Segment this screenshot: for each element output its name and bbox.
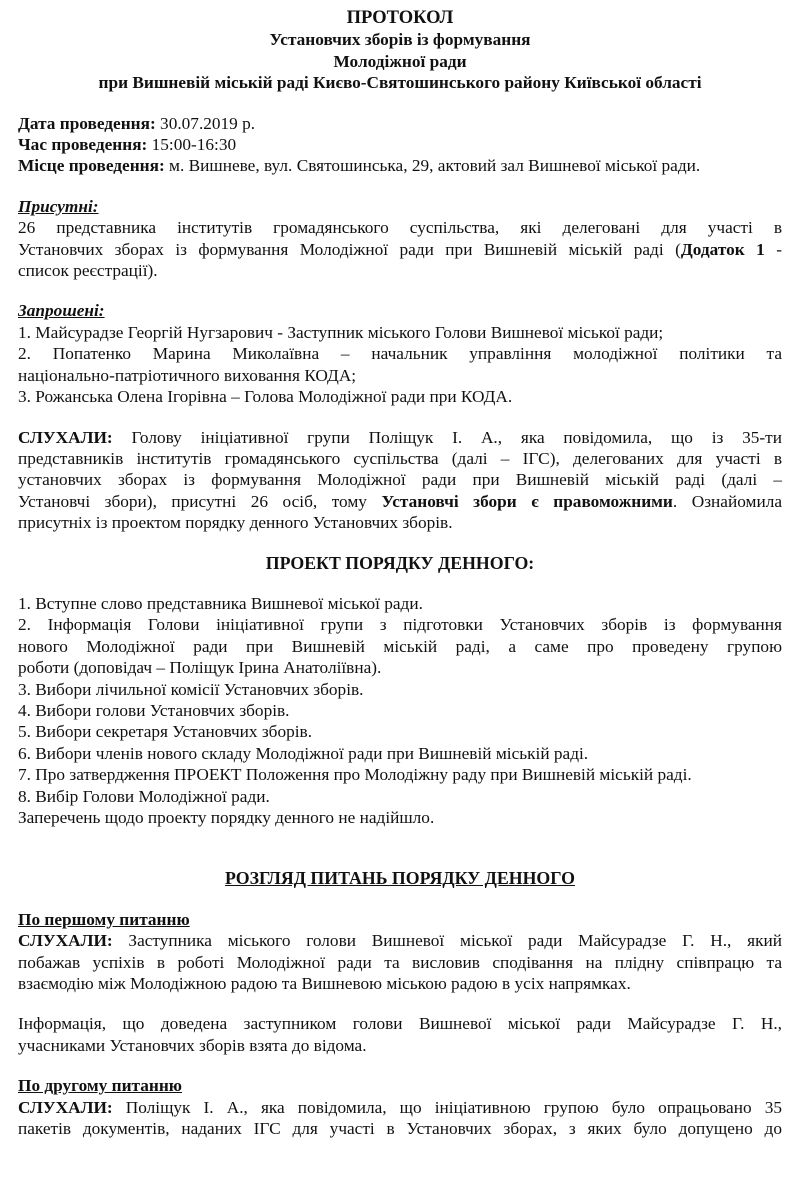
date-label: Дата проведення: — [18, 113, 156, 133]
question-1-heading: По першому питанню — [18, 909, 190, 929]
question-1-line-1: СЛУХАЛИ: Заступника міського голови Вишневої міської ради Майсурадзе Г. Н., який — [18, 931, 782, 951]
present-line-2: Установчих зборах із формування Молодіжної ради при Вишневій міській раді (Додаток 1 - — [18, 239, 782, 259]
invited-item-3: 3. Рожанська Олена Ігорівна – Голова Молодіжної ради при КОДА. — [18, 387, 513, 407]
meeting-time — [18, 134, 782, 155]
question-1-section — [18, 909, 782, 1056]
invited-section — [18, 300, 782, 407]
header-line-1: Установчих зборів із формування — [269, 30, 531, 50]
present-line-1: 26 представника інститутів громадянського суспільства, які делеговані для участі в — [18, 218, 782, 238]
invited-item-2-cont: національно-патріотичного виховання КОДА; — [18, 365, 357, 385]
time-value: 15:00-16:30 — [147, 135, 237, 155]
question-2-heading: По другому питанню — [18, 1076, 183, 1096]
heard-label: СЛУХАЛИ: — [18, 427, 113, 447]
invited-item-2: 2. Попатенко Марина Миколаївна – начальник управління молодіжної політики та — [18, 344, 782, 364]
q2-heard-label: СЛУХАЛИ: — [18, 1097, 113, 1117]
present-line-3: список реєстрації). — [18, 261, 158, 281]
agenda-item-3: 3. Вибори лічильної комісії Установчих зборів. — [18, 679, 364, 699]
agenda-item-4: 4. Вибори голови Установчих зборів. — [18, 700, 290, 720]
agenda-item-2: 2. Інформація Голови ініціативної групи з підготовки Установчих зборів із формування — [18, 615, 782, 635]
meeting-date — [18, 113, 782, 134]
place-value: м. Вишневе, вул. Святошинська, 29, актовий зал Вишневої міської ради. — [164, 156, 701, 176]
heard-intro-line-5: присутніх із проектом порядку денного Установчих зборів. — [18, 513, 453, 533]
document-header — [18, 8, 782, 94]
place-label: Місце проведення: — [18, 156, 165, 176]
agenda-item-8: 8. Вибір Голови Молодіжної ради. — [18, 786, 270, 806]
quorum-statement: Установчі збори є правоможними — [381, 491, 673, 511]
protocol-page — [18, 8, 782, 1139]
heard-intro-line-1: СЛУХАЛИ: Голову ініціативної групи Поліщук І. А., яка повідомила, що із 35-ти — [18, 427, 782, 447]
question-1-line-2: побажав успіхів в роботі Молодіжної ради та висловив сподівання на плідну співпрацю та — [18, 952, 782, 972]
agenda-item-2-cont2: роботи (доповідач – Поліщук Ірина Анатоліївна). — [18, 658, 382, 678]
meeting-meta — [18, 113, 782, 177]
date-value: 30.07.2019 р. — [155, 113, 256, 133]
question-1-line-3: взаємодію між Молодіжною радою та Вишневою міською радою в усіх напрямках. — [18, 974, 631, 994]
agenda-item-5: 5. Вибори секретаря Установчих зборів. — [18, 722, 313, 742]
review-heading: РОЗГЛЯД ПИТАНЬ ПОРЯДКУ ДЕННОГО — [225, 868, 575, 889]
header-line-3: при Вишневій міській раді Києво-Святошинського району Київської області — [98, 73, 702, 93]
heard-intro-line-4: Установчі збори), присутні 26 осіб, тому Установчі збори є правоможними. Ознайомила — [18, 491, 783, 511]
meeting-place — [18, 155, 782, 176]
q1-heard-label: СЛУХАЛИ: — [18, 931, 113, 951]
question-2-line-2: пакетів документів, наданих ІГС для участі в Установчих зборах, з яких було допущено до — [18, 1119, 782, 1139]
header-line-2: Молодіжної ради — [333, 51, 467, 71]
agenda-heading: ПРОЕКТ ПОРЯДКУ ДЕННОГО: — [265, 552, 535, 573]
question-2-line-1: СЛУХАЛИ: Поліщук І. А., яка повідомила, що ініціативною групою було опрацьовано 35 — [18, 1097, 782, 1117]
agenda-item-6: 6. Вибори членів нового складу Молодіжної ради при Вишневій міській раді. — [18, 743, 589, 763]
present-section — [18, 196, 782, 282]
agenda-note: Заперечень щодо проекту порядку денного не надійшло. — [18, 808, 435, 827]
agenda-item-1: 1. Вступне слово представника Вишневої міської ради. — [18, 593, 423, 613]
agenda-item-7: 7. Про затвердження ПРОЕКТ Положення про Молодіжну раду при Вишневій міській раді. — [18, 765, 692, 785]
question-2-section — [18, 1075, 782, 1139]
heard-intro-line-3: установчих зборах із формування Молодіжної ради при Вишневій міській раді (далі – — [18, 470, 782, 490]
document-title: ПРОТОКОЛ — [346, 8, 454, 28]
time-label: Час проведення: — [18, 135, 148, 155]
invited-item-1: 1. Майсурадзе Георгій Нугзарович - Заступник міського Голови Вишневої міської ради; — [18, 322, 664, 342]
question-1-info-line-2: учасниками Установчих зборів взята до відома. — [18, 1035, 367, 1055]
heard-intro-line-2: представників інститутів громадянського суспільства (далі – ІГС), делегованих для участі в — [18, 448, 782, 468]
agenda-item-2-cont: нового Молодіжної ради при Вишневій міській раді, а саме про проведену групою — [18, 636, 782, 656]
invited-heading: Запрошені: — [18, 301, 105, 321]
agenda-list — [18, 593, 782, 828]
heard-intro-section — [18, 427, 782, 534]
present-heading: Присутні: — [18, 196, 99, 216]
appendix-ref: Додаток 1 — [680, 239, 765, 259]
question-1-info-line-1: Інформація, що доведена заступником голови Вишневої міської ради Майсурадзе Г. Н., — [18, 1014, 782, 1034]
